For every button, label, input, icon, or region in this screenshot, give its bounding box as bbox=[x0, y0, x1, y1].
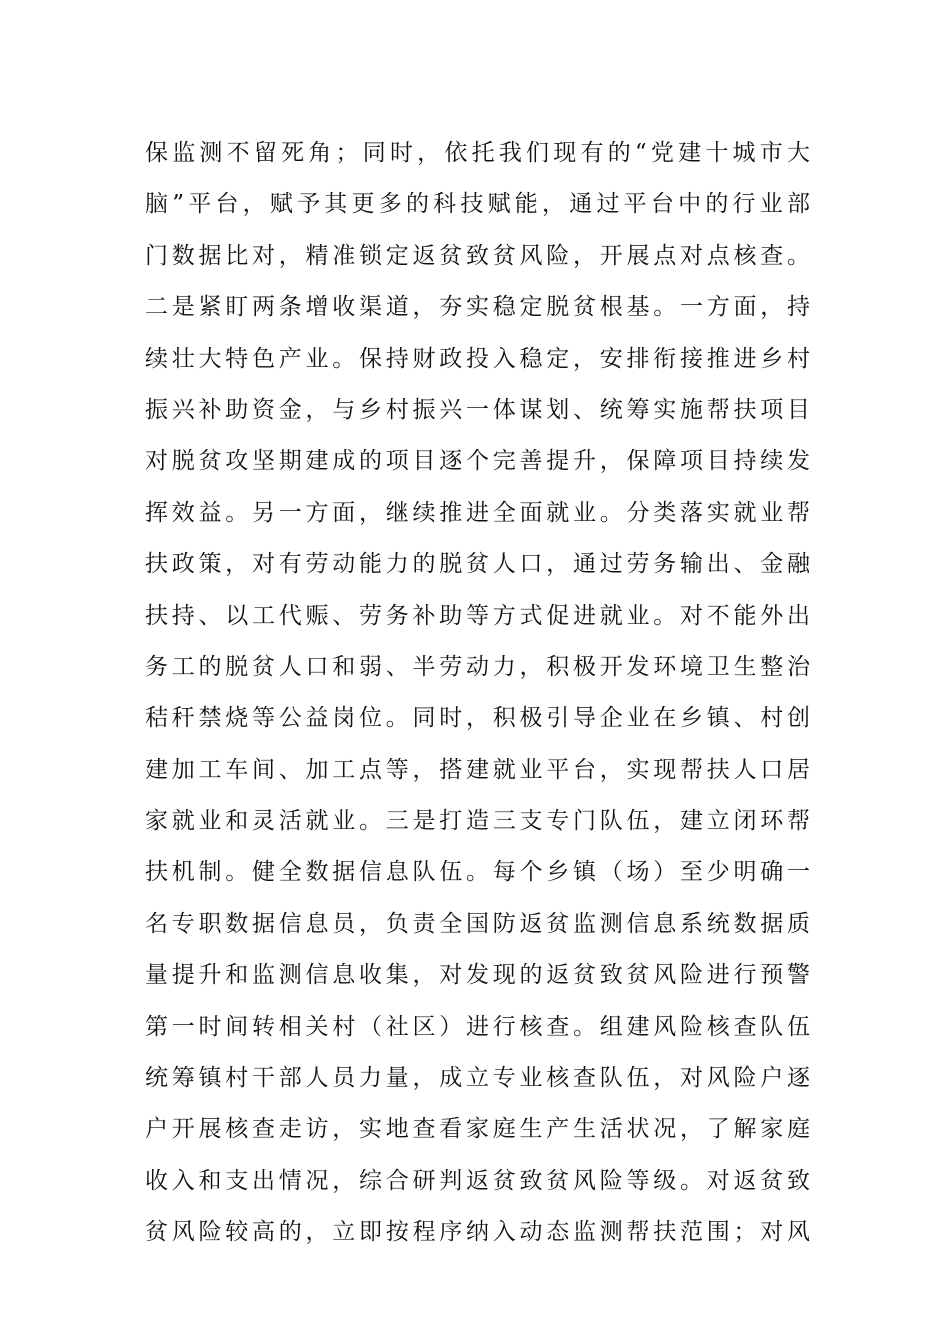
text-line: 门数据比对，精准锁定返贫致贫风险，开展点对点核查。 bbox=[145, 242, 810, 269]
text-line: 贫风险较高的，立即按程序纳入动态监测帮扶范围；对风 bbox=[145, 1219, 810, 1246]
text-line: 家就业和灵活就业。三是打造三支专门队伍，建立闭环帮 bbox=[145, 808, 810, 835]
text-line: 扶机制。健全数据信息队伍。每个乡镇（场）至少明确一 bbox=[145, 859, 810, 886]
text-line: 务工的脱贫人口和弱、半劳动力，积极开发环境卫生整治 bbox=[145, 653, 810, 680]
text-line: 户开展核查走访，实地查看家庭生产生活状况，了解家庭 bbox=[145, 1116, 810, 1143]
text-line: 对脱贫攻坚期建成的项目逐个完善提升，保障项目持续发 bbox=[145, 448, 810, 475]
body-paragraph bbox=[145, 128, 810, 1259]
text-line: 扶政策，对有劳动能力的脱贫人口，通过劳务输出、金融 bbox=[145, 551, 810, 578]
text-line: 收入和支出情况，综合研判返贫致贫风险等级。对返贫致 bbox=[145, 1167, 810, 1194]
text-line: 第一时间转相关村（社区）进行核查。组建风险核查队伍 bbox=[145, 1013, 810, 1040]
text-line: 保监测不留死角；同时，依托我们现有的“党建十城市大 bbox=[145, 140, 810, 166]
text-line: 二是紧盯两条增收渠道，夯实稳定脱贫根基。一方面，持 bbox=[145, 294, 810, 321]
text-line: 统筹镇村干部人员力量，成立专业核查队伍，对风险户逐 bbox=[145, 1065, 810, 1092]
text-line: 建加工车间、加工点等，搭建就业平台，实现帮扶人口居 bbox=[145, 756, 810, 783]
text-line: 续壮大特色产业。保持财政投入稳定，安排衔接推进乡村 bbox=[145, 345, 810, 372]
text-line: 脑”平台，赋予其更多的科技赋能，通过平台中的行业部 bbox=[145, 191, 810, 218]
text-line: 量提升和监测信息收集，对发现的返贫致贫风险进行预警 bbox=[145, 962, 810, 989]
text-line: 挥效益。另一方面，继续推进全面就业。分类落实就业帮 bbox=[145, 499, 810, 526]
text-line: 秸秆禁烧等公益岗位。同时，积极引导企业在乡镇、村创 bbox=[145, 705, 810, 732]
text-line: 名专职数据信息员，负责全国防返贫监测信息系统数据质 bbox=[145, 910, 810, 937]
text-line: 扶持、以工代赈、劳务补助等方式促进就业。对不能外出 bbox=[145, 602, 810, 629]
text-line: 振兴补助资金，与乡村振兴一体谋划、统筹实施帮扶项目 bbox=[145, 396, 810, 423]
